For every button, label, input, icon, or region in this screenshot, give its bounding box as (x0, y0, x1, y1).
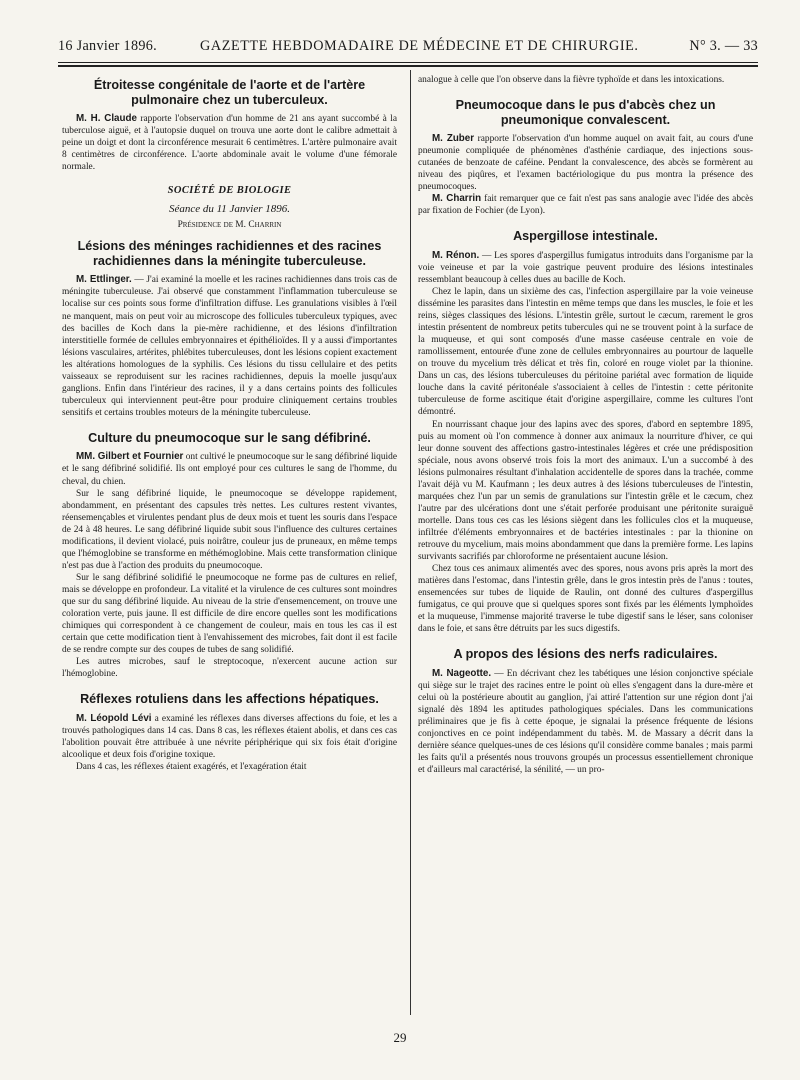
paragraph: Sur le sang défibriné liquide, le pneumocoque se développe rapidement, abondamment, en présentant des capsules très nettes. Les cultures restent vivantes, réensemençables et virulentes pendant plus de deux mois et tuent les souris dans l'espace de 24 à 48 heures. Le sang défibriné liquide subit sous l'influence des cultures certaines modifications, il devient violacé, puis noirâtre, couleur jus de pruneaux, en même temps que l'hémoglobine se transforme en méthémoglobine. Mais cette transformation clinique n'est pas due à l'action des produits du pneumocoque. (62, 488, 397, 571)
section-title: Culture du pneumocoque sur le sang défibriné. (88, 430, 371, 445)
paragraph-text: ont cultivé le pneumocoque sur le sang défibriné liquide et le sang défibriné solidifié. Ils ont employé pour ces cultures le sang de l'homme, du cheval, du chien. (62, 452, 397, 487)
paragraph (418, 668, 753, 776)
section-title: Pneumocoque dans le pus d'abcès chez un pneumonique convalescent. (455, 98, 716, 127)
speaker-name: M. Nageotte. (432, 667, 492, 679)
paragraph (418, 133, 753, 193)
header-date: 16 Janvier 1896. (58, 38, 157, 54)
section-title: Lésions des méninges rachidiennes et des racines rachidiennes dans la méningite tuberculeuse. (77, 239, 382, 268)
paragraph (62, 713, 397, 761)
paragraph: Dans 4 cas, les réflexes étaient exagérés, et l'exagération était (76, 762, 307, 773)
speaker-name: MM. Gilbert et Fournier (76, 451, 184, 463)
paragraph-text: a examiné les réflexes dans diverses affections du foie, et les a trouvés pathologiques dans 14 cas. Dans 8 cas, les réflexes étaient abolis, et dans ces cas l'abolition pouvait être attribuée à une névrite périphérique qui six fois était d'origine alcoolique et deux fois d'origine toxique. (62, 713, 397, 760)
paragraph: En nourrissant chaque jour des lapins avec des spores, d'abord en septembre 1895, puis au moment où l'on commence à donner aux animaux la nourriture d'hiver, ce qui leur donne souvent des affections gastro-intestinales légères et crée une prédisposition spéciale, nous avons observé trois fois la mort des animaux. L'un a succombé à des lésions pulmonaires résultant d'inhalation accidentelle de spores dans la trachée, comme l'avait déjà vu M. Kaufmann ; les deux autres à des lésions tuberculeuses de l'intestin, marquées chez l'un par un semis de granulations sur l'intestin grêle et le cæcum, chez l'autre par des ulcérations dont une s'était perforée produisant une péritonite suraiguë mortelle. Dans tous ces cas les lésions siègent dans les follicules clos et la muqueuse, infiltrée d'éléments embryonnaires et de bactéries intestinales : par la thionine on retrouve du mycelium, mais moins abondamment que dans la première forme. Les lapins survivants sacrifiés par chloroforme ne présentaient aucune lésion. (418, 419, 753, 563)
header-rule (58, 62, 758, 63)
presidence: Présidence de M. Charrin (177, 220, 282, 231)
header-issue-number: N° 3. — 33 (689, 38, 758, 54)
speaker-name: M. Charrin (432, 193, 482, 205)
section-title: Aspergillose intestinale. (513, 229, 658, 244)
paragraph-text: — J'ai examiné la moelle et les racines rachidiennes dans trois cas de méningite tuberculeuse. J'ai observé que constamment l'inflammation tuberculeuse se localise sur ces points sous forme d'infiltration diffuse. Les granulations visibles à l'œil ne manquent, mais on peut voir au microscope des follicules tuberculeux typiques, avec des bacilles de Koch dans la pie-mère rachidienne, et des lésions d'infiltration interstitielle formée de cellules embryonnaires et épithélioïdes. Il y a aussi d'importantes lésions vasculaires, artérites, phlébites tuberculeuses, dont les lésions copient exactement les altérations homologues de la syphilis. Ces lésions du tissu cellulaire et des petits vaisseaux se reproduisent sur les racines rachidiennes, depuis la moelle jusqu'aux ganglions. Enfin dans l'intérieur des racines, il y a dans certains points des follicules tuberculeux qui interviennent peut-être pour produire cliniquement certains troubles sensitifs et certains troubles moteurs de la méningite tuberculeuse. (62, 275, 397, 418)
society-name: SOCIÉTÉ DE BIOLOGIE (167, 185, 292, 197)
speaker-name: M. Zuber (432, 133, 475, 145)
running-header (58, 38, 758, 58)
speaker-name: M. Rénon. (432, 249, 480, 261)
paragraph-text: fait remarquer que ce fait n'est pas sans analogie avec l'idée des abcès par fixation de Fochier (de Lyon). (418, 194, 753, 217)
header-journal-title: GAZETTE HEBDOMADAIRE DE MÉDECINE ET DE CHIRURGIE. (200, 38, 639, 54)
speaker-name: M. Ettlinger. (76, 274, 132, 286)
paragraph (62, 113, 397, 173)
right-column (418, 74, 753, 1019)
paragraph (62, 451, 397, 487)
left-column (62, 74, 397, 1019)
paragraph-text: rapporte l'observation d'un homme de 21 ans ayant succombé à la tuberculose aiguë, et à l'autopsie duquel on trouva une aorte dont le calibre admettait à peine un doigt et dont la circonférence mesurait 6 centimètres. L'artère pulmonaire avait 8 centimètres de circonférence. L'aorte abdominale avait le volume d'une fémorale normale. (62, 114, 397, 173)
speaker-name: M. Léopold Lévi (76, 712, 152, 724)
seance-date: Séance du 11 Janvier 1896. (168, 203, 291, 216)
paragraph: Sur le sang défibriné solidifié le pneumocoque ne forme pas de cultures en relief, mais se développe en profondeur. La vitalité et la virulence de ces cultures sont moindres que sur du sang défibriné liquide. Au niveau de la strie d'ensemencement, on trouve une coloration verte, puis jaune. Il est difficile de dire encore quelles sont les modifications chimiques qui correspondent à ce changement de couleur, mais en tous les cas il est certain que cette modification tient à l'envahissement des microbes, fait dont il est facile de se rendre compte sur des coupes de tubes de sang solidifié. (62, 572, 397, 656)
column-divider (410, 70, 411, 1015)
paragraph-text: rapporte l'observation d'un homme auquel on avait fait, au cours d'une pneumonie compliquée de phénomènes d'asthénie cardiaque, des injections sous-cutanées de benzoate de caféine. Pendant la convalescence, des abcès se formèrent au niveau des piqûres, et l'examen bactériologique du pus montra la présence des pneumocoques. (418, 134, 753, 193)
paragraph: Les autres microbes, sauf le streptocoque, n'exercent aucune action sur l'hémoglobine. (62, 657, 397, 680)
paragraph: analogue à celle que l'on observe dans la fièvre typhoïde et dans les intoxications. (418, 75, 725, 85)
header-rule-thick (58, 65, 758, 67)
paragraph (62, 274, 397, 419)
paragraph-text: — Les spores d'aspergillus fumigatus introduits dans l'organisme par la voie veineuse et par la voie gastrique peuvent produire des lésions intestinales ressemblant beaucoup à celles dues au bacille de Koch. (418, 250, 753, 285)
section-title: A propos des lésions des nerfs radiculaires. (453, 647, 718, 662)
paragraph-text: — En décrivant chez les tabétiques une lésion conjonctive spéciale qui siège sur le trajet des racines entre le point où elles s'engagent dans la dure-mère et celui où la postérieure aboutit au ganglion, j'ai attiré l'attention sur une région dont j'ai signalé dès 1894 les aptitudes pathologiques spéciales. Dans les communications préliminaires que je fis à cette époque, je signalai la présence fréquente de lésions conjonctives en ce point indépendamment du tabès. M. de Massary a décrit dans la dernière séance quelques-unes de ces lésions qu'il considère comme banales ; mais parmi les faits qu'il a présentés nous trouvons groupés un processus essentiellement chronique et d'ailleurs mal caractérisé, la sénilité, — un pro- (418, 668, 753, 776)
paragraph: Chez le lapin, dans un sixième des cas, l'infection aspergillaire par la voie veineuse dissémine les parasites dans l'intestin en même temps que dans les muscles, le foie et les reins, sièges classiques des lésions. L'intestin grêle, surtout le cæcum, rarement le gros intestin présentent de nombreux petits tubercules qui ne se trouvent point à la surface de la muqueuse, et qui sont composés d'une masse caséeuse centrale en voie de ramollissement, entourée d'une zone de cellules embryonnaires au pourtour de laquelle on trouve du mycelium très délicat et très fin, coloré en rouge violet par la thionine. Dans un cas, des lésions tuberculeuses du péritoine pariétal avec formation de liquide louche dans la cavité péritonéale s'associaient à celles de l'intestin : cette péritonite tuberculeuse de forme ascitique était d'origine aspergillaire, comme les cultures l'ont démontré. (418, 287, 753, 418)
page-number: 29 (393, 1030, 407, 1045)
speaker-name: M. H. Claude (76, 113, 137, 124)
section-title: Réflexes rotuliens dans les affections hépatiques. (80, 692, 379, 707)
section-title: Étroitesse congénitale de l'aorte et de l'artère pulmonaire chez un tuberculeux. (93, 78, 366, 107)
paragraph (418, 250, 753, 286)
paragraph: Chez tous ces animaux alimentés avec des spores, nous avons pris après la mort des matières dans l'estomac, dans l'intestin grêle, dans le gros intestin près de l'anus : toutes, ensemencées sur tubes de liquide de Raulin, ont donné des cultures d'aspergillus fumigatus, ce qui prouve que si quelques spores sont fixés par les éléments lymphoïdes et la muqueuse, l'immense majorité traverse le tube digestif sans le léser, sans coloniser dans le foie, et sans être détruits par les sucs digestifs. (418, 564, 753, 635)
paragraph (418, 193, 753, 217)
